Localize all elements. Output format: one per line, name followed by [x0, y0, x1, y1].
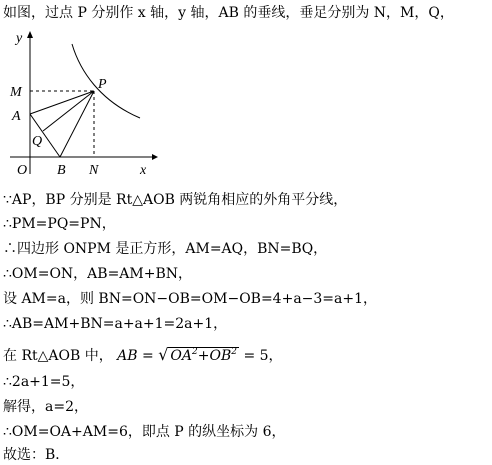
line-7: ∴AB=AM+BN=a+a+1=2a+1，: [3, 316, 228, 332]
label-A: A: [12, 109, 21, 124]
label-y: y: [16, 31, 23, 46]
label-O: O: [17, 163, 28, 178]
label-P: P: [98, 77, 107, 92]
line-5: ∴OM=ON，AB=AM+BN，: [3, 266, 193, 282]
line-9: ∴2a+1=5，: [3, 374, 85, 390]
segment-pq: [43, 91, 94, 131]
line-1: [3, 4, 454, 22]
x-axis-arrow: [152, 154, 158, 160]
line-11: ∴OM=OA+AM=6，即点 P 的纵坐标为 6，: [3, 424, 286, 440]
line-10: 解得，a=2，: [3, 399, 88, 415]
label-M: M: [10, 85, 22, 100]
geometry-figure: [0, 26, 175, 186]
sqrt-expression: √ $OA^2+OB^2$: [158, 345, 237, 364]
formula: AB = √ $OA^2+OB^2 = 5$，: [117, 345, 283, 364]
intro-text: 如图，过点 P 分别作 x 轴，y 轴，AB 的垂线，垂足分别为 N，M，Q，: [3, 5, 454, 21]
line-8: 在 Rt△AOB 中， AB = √ $OA^2+OB^2 = 5$，: [3, 345, 283, 364]
line-4: ∴四边形 ONPM 是正方形，AM=AQ，BN=BQ，: [3, 241, 328, 257]
y-axis-arrow: [27, 31, 33, 38]
label-B: B: [57, 163, 66, 178]
line-2: ∵AP，BP 分别是 Rt△AOB 两锐角相应的外角平分线，: [3, 192, 348, 208]
line-12: 故选：B．: [3, 447, 70, 463]
label-N: N: [89, 163, 99, 178]
line-3: ∴PM=PQ=PN，: [3, 216, 116, 232]
line-6: 设 AM=a，则 BN=ON−OB=OM−OB=4+a−3=a+1，: [3, 291, 378, 307]
label-Q: Q: [32, 134, 43, 149]
label-x: x: [140, 163, 147, 178]
